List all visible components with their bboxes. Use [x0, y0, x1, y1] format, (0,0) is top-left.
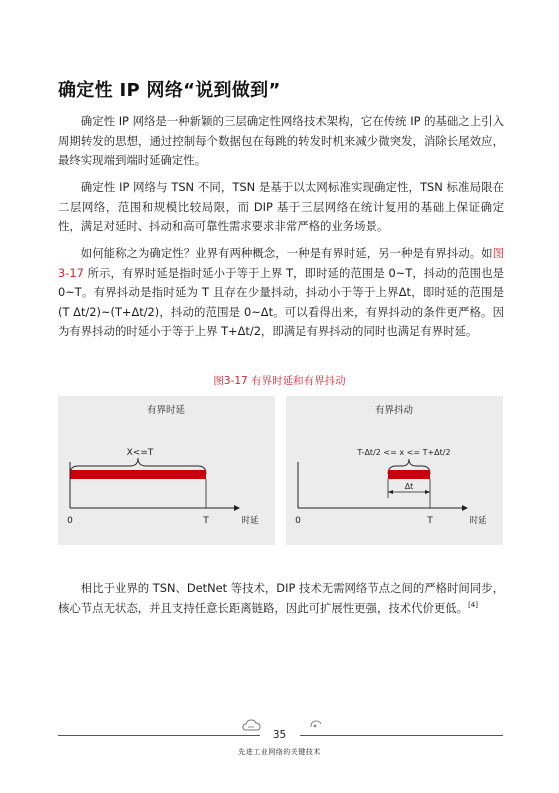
axis-label: 时延 [241, 516, 259, 526]
figure-panel-bounded-latency [58, 396, 275, 545]
delta-label: Δt [404, 482, 414, 491]
paragraph-determinism [58, 244, 504, 342]
latency-range-bar [70, 470, 206, 479]
page-number: 35 [272, 729, 287, 741]
bounded-jitter-diagram [286, 396, 503, 545]
range-annotation: X<=T [126, 448, 154, 458]
axis-arrow-icon [462, 505, 468, 511]
paragraph-tsn-compare: 确定性 IP 网络与 TSN 不同，TSN 是基于以太网标准实现确定性，TSN 标准局限在二层网络，范围和规模比较局限，而 DIP 基于三层网络在统计复用的基础上保证确定性，满足对延时、抖动和高可靠性需求要求非常严格的业务场景。 [58, 180, 504, 234]
arrow-left-icon [388, 490, 393, 494]
origin-label: 0 [67, 516, 73, 526]
panel-title: 有界时延 [146, 405, 186, 416]
axis-arrow-icon [234, 505, 240, 511]
range-annotation: T-Δt/2 <= x <= T+Δt/2 [357, 448, 451, 457]
panel-title: 有界抖动 [374, 405, 414, 416]
t-label: T [203, 516, 209, 526]
paragraph-intro: 确定性 IP 网络是一种新颖的三层确定性网络技术架构，它在传统 IP 的基础之上引入周期转发的思想，通过控制每个数据包在每跳的转发时机来减少微突发，消除长尾效应，最终实现端到端时延确定性。 [58, 114, 504, 168]
figure-reference-link[interactable]: 图 3-17 [58, 246, 504, 280]
citation-link[interactable]: [4] [468, 600, 478, 609]
paragraph-text: 如何能称之为确定性？业界有两种概念，一种是有界时延，另一种是有界抖动。如 [80, 246, 493, 260]
section-title: 确定性 IP 网络“说到做到” [58, 80, 281, 101]
paragraph-dip-advantages [58, 579, 504, 618]
paragraph-text: 相比于业界的 TSN、DetNet 等技术，DIP 技术无需网络节点之间的严格时间同步，核心节点无状态，并且支持任意长距离链路，因此可扩展性更强，技术代价更低。 [58, 581, 504, 615]
jitter-range-bar [388, 470, 430, 479]
paragraph-text: 所示，有界时延是指时延小于等于上界 T，即时延的范围是 0~T，抖动的范围也是 0~T。有界抖动是指时延为 T 且存在少量抖动，抖动小于等于上界Δt，即时延的范围是(T Δt/2)~(T+Δt/2)，抖动的范围是 0~Δt。可以看得出来，有界抖动的条件更严格。因为有界抖动的时延小于等于上界 T+Δt/2，即满足有界抖动的同时也满足有界时延。 [58, 265, 504, 339]
bounded-latency-diagram [58, 396, 275, 545]
origin-label: 0 [295, 516, 301, 526]
figure-caption: 图3-17 有界时延和有界抖动 [213, 375, 346, 387]
t-label: T [427, 516, 433, 526]
book-title: 先进工业网络的关键技术 [238, 748, 321, 756]
arrow-right-icon [425, 490, 430, 494]
figure-panel-bounded-jitter [286, 396, 503, 545]
axis-label: 时延 [469, 516, 487, 526]
